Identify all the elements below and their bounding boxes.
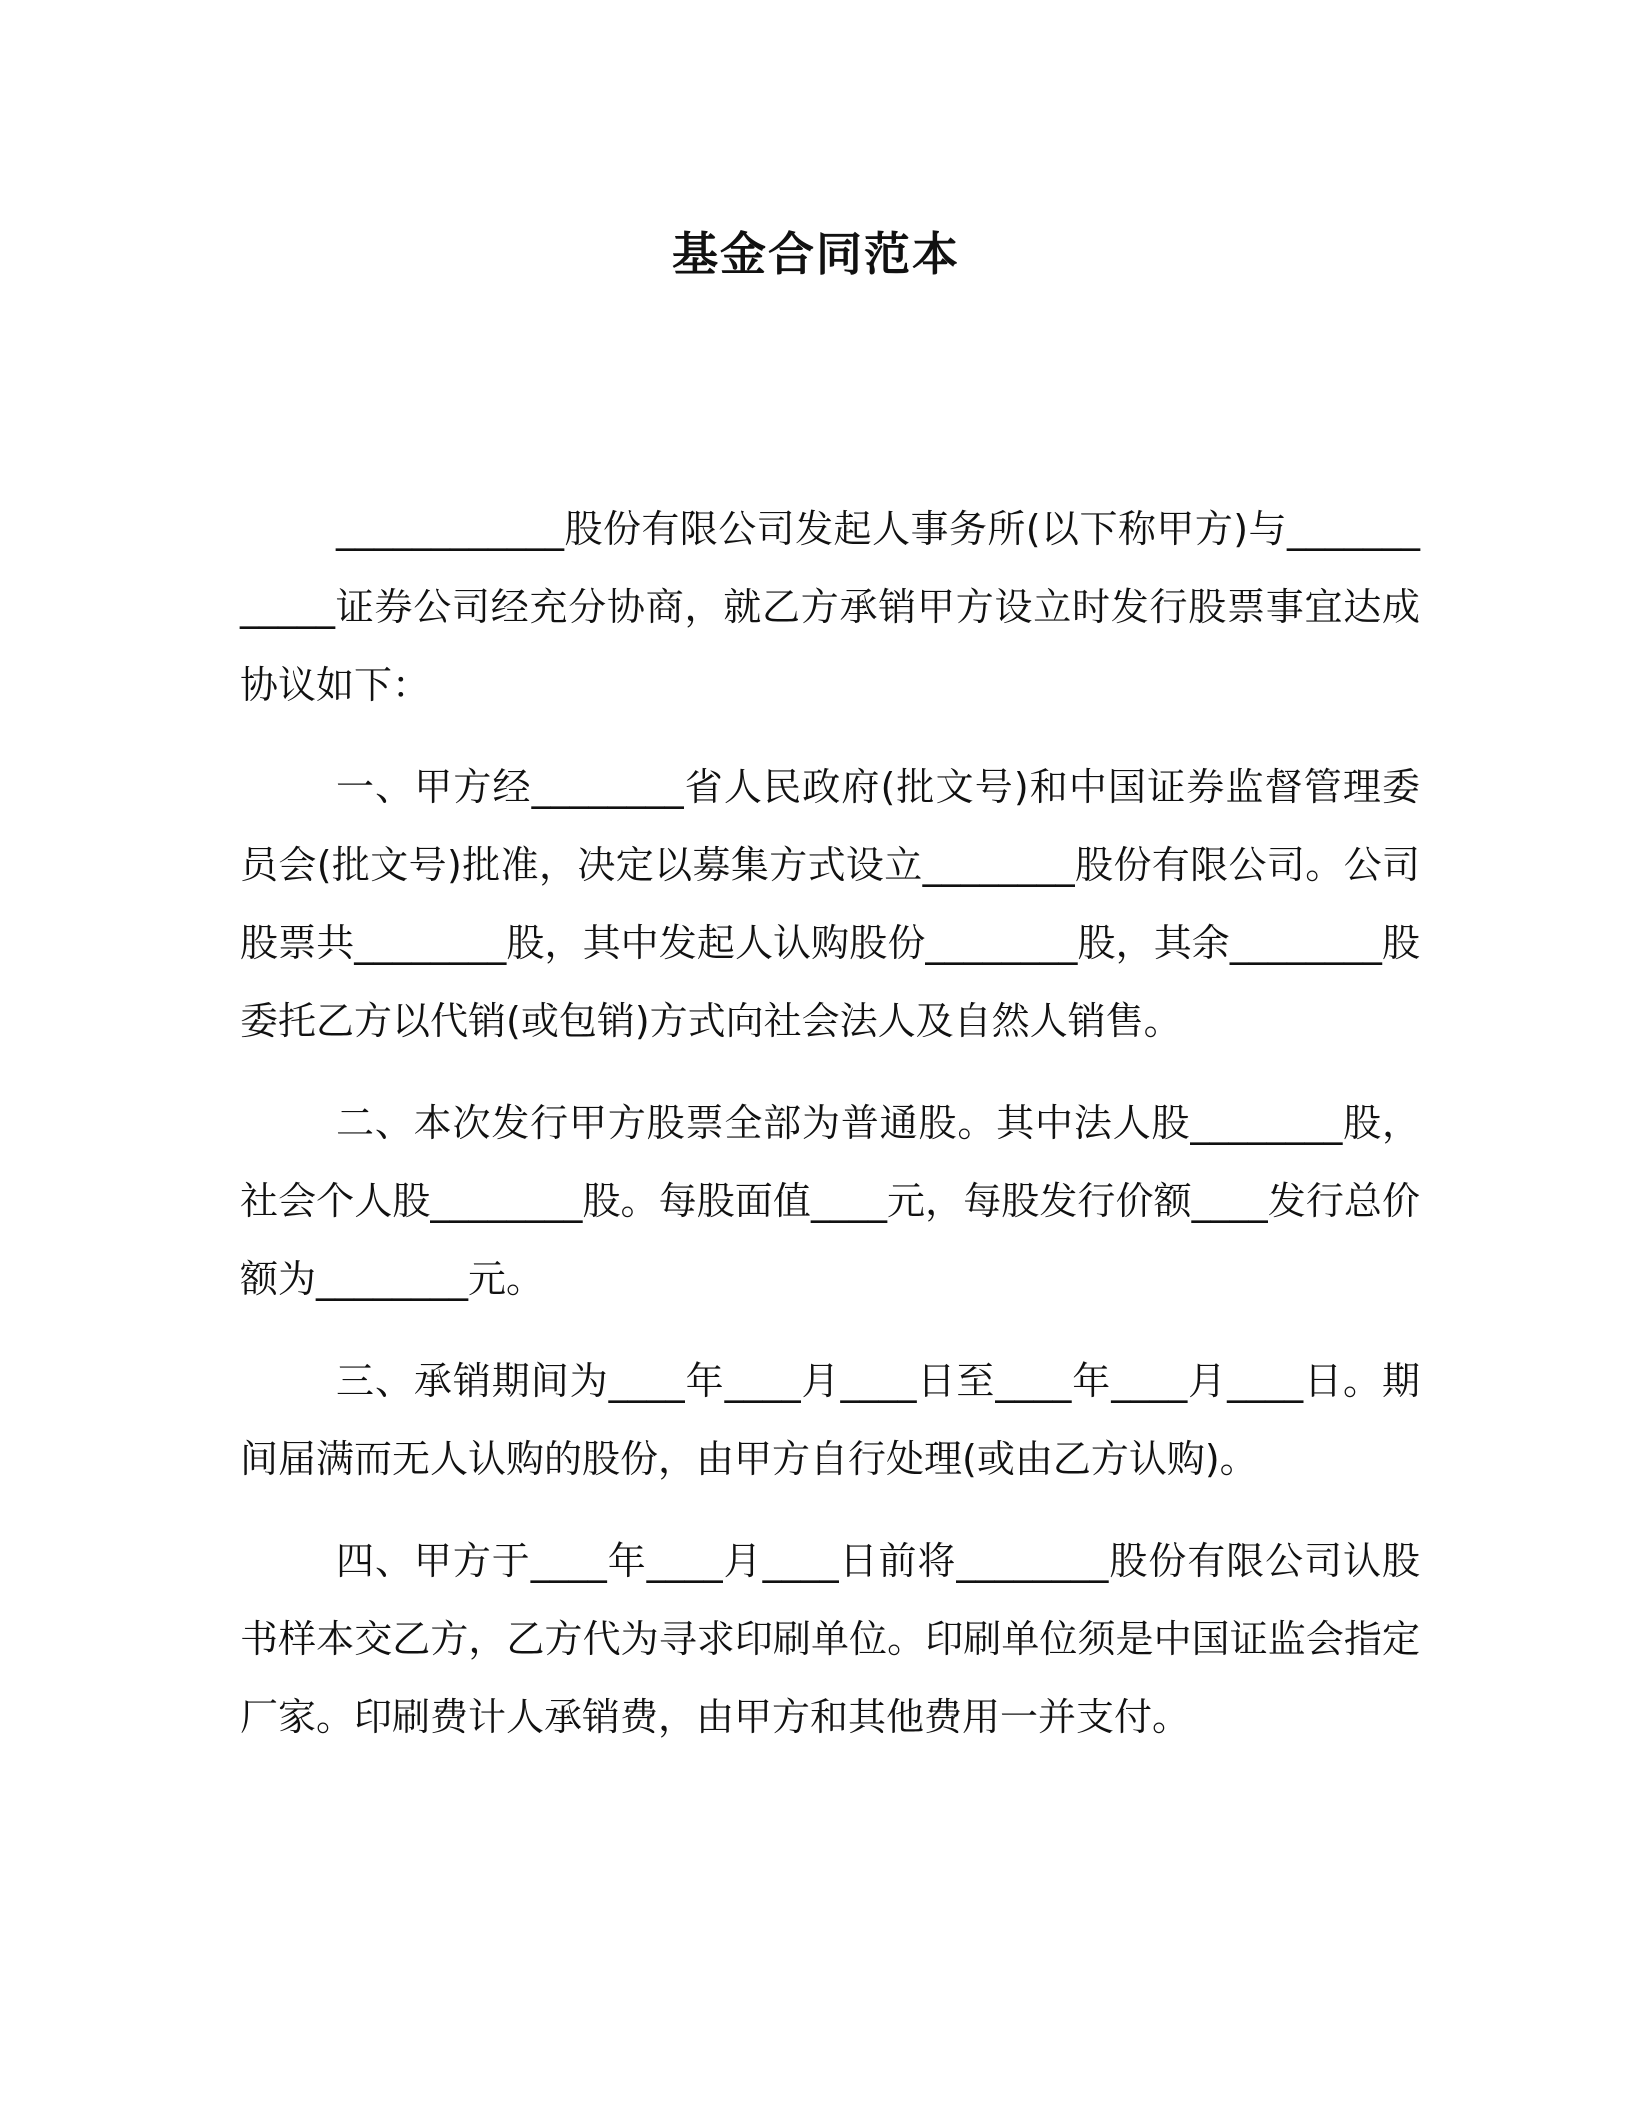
document-body xyxy=(240,490,1420,1780)
paragraph-clause-4: 四、甲方于____年____月____日前将________股份有限公司认股书样本交乙方，乙方代为寻求印刷单位。印刷单位须是中国证监会指定厂家。印刷费计人承销费，由甲方和其他费用一并支付。 xyxy=(240,1539,1420,1739)
document-title: 基金合同范本 xyxy=(672,227,960,281)
paragraph-clause-3: 三、承销期间为____年____月____日至____年____月____日。期间届满而无人认购的股份，由甲方自行处理(或由乙方认购)。 xyxy=(240,1359,1420,1481)
paragraph-clause-2: 二、本次发行甲方股票全部为普通股。其中法人股________股，社会个人股________股。每股面值____元，每股发行价额____发行总价额为________元。 xyxy=(240,1101,1420,1301)
paragraph-preamble: ____________股份有限公司发起人事务所(以下称甲方)与____________证券公司经充分协商，就乙方承销甲方设立时发行股票事宜达成协议如下： xyxy=(240,507,1420,707)
paragraph-clause-1: 一、甲方经________省人民政府(批文号)和中国证券监督管理委员会(批文号)批准，决定以募集方式设立________股份有限公司。公司股票共________股，其中发起人认购股份________股，其余________股委托乙方以代销(或包销)方式向社会法人及自然人销售。 xyxy=(240,765,1420,1043)
